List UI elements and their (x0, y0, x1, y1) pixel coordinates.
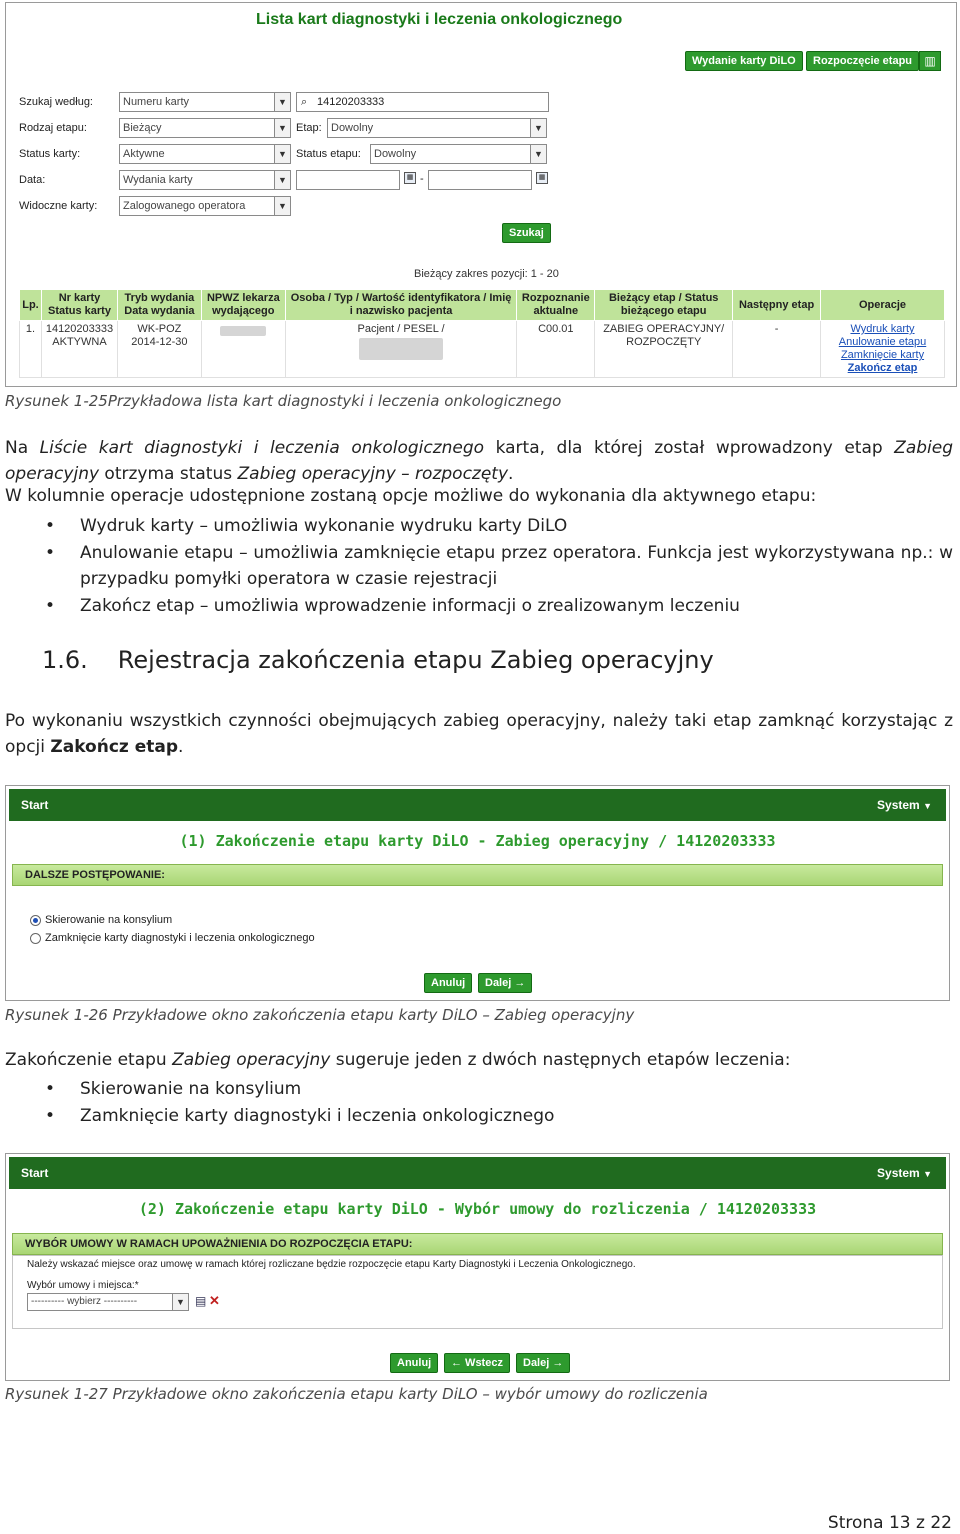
list-item: • Zamknięcie karty diagnostyki i leczenia onkologicznego (5, 1103, 953, 1130)
date-type-select[interactable] (119, 170, 291, 190)
page-title: Lista kart diagnostyki i leczenia onkologicznego (256, 11, 623, 28)
text-run-italic: Zabieg operacyjny (5, 438, 953, 484)
text-run-italic: Liście kart diagnostyki i leczenia onkologicznego (39, 438, 485, 458)
col-ops: Operacje (821, 290, 945, 321)
print-card-link[interactable]: Wydruk karty (850, 323, 915, 335)
card-number: 14120203333 (45, 323, 114, 335)
bullet-list-1 (5, 513, 953, 619)
text-run: . (178, 737, 184, 757)
card-status: AKTYWNA (52, 336, 107, 348)
chevron-down-icon: ▼ (274, 197, 290, 215)
paragraph-1 (5, 435, 953, 487)
stage-status-value: Dowolny (374, 148, 417, 160)
col-diagnosis: Rozpoznanie aktualne (517, 290, 595, 321)
finish-stage-link[interactable]: Zakończ etap (847, 362, 918, 374)
text-run: Zakończenie etapu (5, 1050, 173, 1070)
visible-cards-select[interactable] (119, 196, 291, 216)
card-status-value: Aktywne (123, 148, 165, 160)
chevron-down-icon: ▼ (923, 1169, 932, 1179)
contract-select-value: ---------- wybierz ---------- (31, 1296, 138, 1307)
card-status-select[interactable] (119, 144, 291, 164)
back-button[interactable]: ← Wstecz (444, 1353, 510, 1373)
date-label: Data: (19, 174, 46, 186)
col-next: Następny etap (733, 290, 821, 321)
chevron-down-icon: ▼ (923, 801, 932, 811)
paragraph-2: W kolumnie operacje udostępnione zostaną opcje możliwe do wykonania dla aktywnego etapu: (5, 486, 817, 506)
heading-number: 1.6. (42, 646, 88, 674)
issue-card-button[interactable]: Wydanie karty DiLO (685, 51, 803, 71)
col-lp: Lp. (20, 290, 42, 321)
chevron-down-icon: ▼ (274, 171, 290, 189)
option-close-card[interactable] (30, 932, 315, 944)
col-mode: Tryb wydania Data wydania (117, 290, 201, 321)
text-run: sugeruje jeden z dwóch następnych etapów leczenia: (330, 1050, 791, 1070)
cell-mode (117, 321, 201, 378)
text-run: Na (5, 438, 40, 458)
blurred-npwz (220, 326, 266, 336)
visible-cards-value: Zalogowanego operatora (123, 200, 246, 212)
date-type-value: Wydania karty (123, 174, 193, 186)
chevron-down-icon: ▼ (530, 119, 546, 137)
list-icon[interactable]: ▤ (195, 1294, 207, 1308)
stage-status-select[interactable] (370, 144, 547, 164)
screenshot-card-list (5, 2, 957, 387)
paragraph-3 (5, 708, 953, 760)
visible-cards-label: Widoczne karty: (19, 200, 98, 212)
cancel-button[interactable]: Anuluj (424, 973, 472, 993)
text-run: . (508, 464, 514, 484)
chevron-down-icon: ▼ (274, 93, 290, 111)
info-text: Należy wskazać miejsce oraz umowę w ramach której rozliczane będzie rozpoczęcie etapu Karty Diagnostyki i Leczenia Onkologicznego. (27, 1259, 636, 1270)
cell-card (41, 321, 117, 378)
stage-value: Dowolny (331, 122, 374, 134)
search-input[interactable] (296, 92, 549, 112)
search-icon: ⌕ (301, 96, 308, 108)
system-menu[interactable] (877, 798, 932, 812)
col-npwz: NPWZ lekarza wydającego (201, 290, 285, 321)
screenshot-contract-dialog (5, 1153, 950, 1381)
start-menu[interactable]: Start (21, 798, 49, 812)
cell-diagnosis: C00.01 (517, 321, 595, 378)
text-run: otrzyma status (99, 464, 238, 484)
date-from-input[interactable] (296, 170, 400, 190)
section-header: WYBÓR UMOWY W RAMACH UPOWAŻNIENIA DO ROZPOCZĘCIA ETAPU: (12, 1233, 943, 1255)
date-separator: - (420, 173, 424, 185)
cell-ops (821, 321, 945, 378)
text-run: Po wykonaniu wszystkich czynności obejmujących zabieg operacyjny, należy taki etap zamknąć korzystając z opcji (5, 711, 953, 757)
section-heading (42, 646, 714, 674)
col-card-no: Nr karty Status karty (41, 290, 117, 321)
contract-panel (12, 1255, 943, 1329)
search-button[interactable]: Szukaj (502, 223, 551, 243)
columns-icon[interactable]: ▥ (919, 51, 941, 71)
chevron-down-icon: ▼ (274, 145, 290, 163)
text-run-italic: Zabieg operacyjny (172, 1050, 331, 1070)
col-stage: Bieżący etap / Status bieżącego etapu (595, 290, 733, 321)
figure-caption-3: Rysunek 1-27 Przykładowe okno zakończenia etapu karty DiLO – wybór umowy do rozliczenia (5, 1385, 708, 1403)
cell-next: - (733, 321, 821, 378)
next-button[interactable]: Dalej → (516, 1353, 570, 1373)
person-type: Pacjent / PESEL / (357, 323, 445, 335)
dialog-title: (1) Zakończenie etapu karty DiLO - Zabieg operacyjny / 14120203333 (179, 832, 776, 850)
blurred-patient (359, 338, 443, 360)
col-person: Osoba / Typ / Wartość identyfikatora / Imię i nazwisko pacjenta (285, 290, 517, 321)
cell-npwz (201, 321, 285, 378)
option-label: Skierowanie na konsylium (45, 914, 173, 926)
cell-stage: ZABIEG OPERACYJNY/ ROZPOCZĘTY (595, 321, 733, 378)
radio-selected[interactable] (30, 915, 41, 926)
paragraph-4 (5, 1050, 790, 1070)
list-item: • Skierowanie na konsylium (5, 1076, 953, 1103)
top-bar (9, 1157, 946, 1189)
option-konsylium[interactable] (30, 914, 172, 926)
cancel-button[interactable]: Anuluj (390, 1353, 438, 1373)
radio-unselected[interactable] (30, 933, 41, 944)
option-label: Zamknięcie karty diagnostyki i leczenia onkologicznego (45, 932, 315, 944)
system-menu[interactable] (877, 1166, 932, 1180)
figure-caption-1: Rysunek 1-25Przykładowa lista kart diagnostyki i leczenia onkologicznego (5, 392, 562, 410)
figure-caption-2: Rysunek 1-26 Przykładowe okno zakończenia etapu karty DiLO – Zabieg operacyjny (5, 1006, 635, 1024)
stage-label: Etap: (296, 122, 322, 134)
list-item: • Wydruk karty – umożliwia wykonanie wydruku karty DiLO (5, 513, 953, 539)
date-to-input[interactable] (428, 170, 532, 190)
start-stage-button[interactable]: Rozpoczęcie etapu (806, 51, 919, 71)
stage-type-value: Bieżący (123, 122, 162, 134)
issue-mode: WK-POZ (137, 323, 182, 335)
start-menu[interactable]: Start (21, 1166, 49, 1180)
page-number: Strona 13 z 22 (827, 1513, 952, 1533)
chevron-down-icon: ▼ (172, 1294, 188, 1310)
cards-table (19, 289, 945, 378)
close-card-link[interactable]: Zamknięcie karty (840, 349, 925, 361)
stage-type-label: Rodzaj etapu: (19, 122, 87, 134)
next-button[interactable]: Dalej → (478, 973, 532, 993)
select-label: Wybór umowy i miejsca:* (27, 1280, 139, 1291)
search-by-select[interactable] (119, 92, 291, 112)
search-value: 14120203333 (317, 96, 385, 108)
issue-date: 2014-12-30 (131, 336, 188, 348)
list-item: • Zakończ etap – umożliwia wprowadzenie informacji o zrealizowanym leczeniu (5, 593, 953, 619)
stage-status-label: Status etapu: (296, 148, 361, 160)
table-row (20, 321, 945, 378)
bullet-list-2 (5, 1076, 953, 1130)
list-item: • Anulowanie etapu – umożliwia zamknięcie etapu przez operatora. Funkcja jest wykorzystywana np.: w przypadku pomyłki operatora w czasie rejestracji (5, 540, 953, 592)
screenshot-finish-stage-dialog (5, 785, 950, 1001)
dialog-title: (2) Zakończenie etapu karty DiLO - Wybór umowy do rozliczenia / 14120203333 (138, 1200, 817, 1218)
chevron-down-icon: ▼ (274, 119, 290, 137)
heading-text: Rejestracja zakończenia etapu Zabieg operacyjny (117, 646, 714, 674)
cell-person (285, 321, 517, 378)
range-info: Bieżący zakres pozycji: 1 - 20 (414, 268, 559, 280)
calendar-icon[interactable]: ▦ (536, 172, 548, 184)
cancel-stage-link[interactable]: Anulowanie etapu (838, 336, 927, 348)
system-label: System (877, 798, 920, 812)
contract-select[interactable] (27, 1293, 189, 1311)
text-run-bold: Zakończ etap (50, 737, 179, 757)
card-status-label: Status karty: (19, 148, 81, 160)
stage-select[interactable] (327, 118, 547, 138)
text-run: karta, dla której został wprowadzony etap (484, 438, 895, 458)
text-run-italic: Zabieg operacyjny – rozpoczęty (237, 464, 509, 484)
top-bar (9, 789, 946, 821)
calendar-icon[interactable]: ▦ (404, 172, 416, 184)
search-by-value: Numeru karty (123, 96, 190, 108)
section-header: DALSZE POSTĘPOWANIE: (12, 864, 943, 886)
cell-lp: 1. (20, 321, 42, 378)
stage-type-select[interactable] (119, 118, 291, 138)
search-by-label: Szukaj według: (19, 96, 93, 108)
clear-icon[interactable]: ✕ (209, 1293, 220, 1308)
system-label: System (877, 1166, 920, 1180)
chevron-down-icon: ▼ (530, 145, 546, 163)
